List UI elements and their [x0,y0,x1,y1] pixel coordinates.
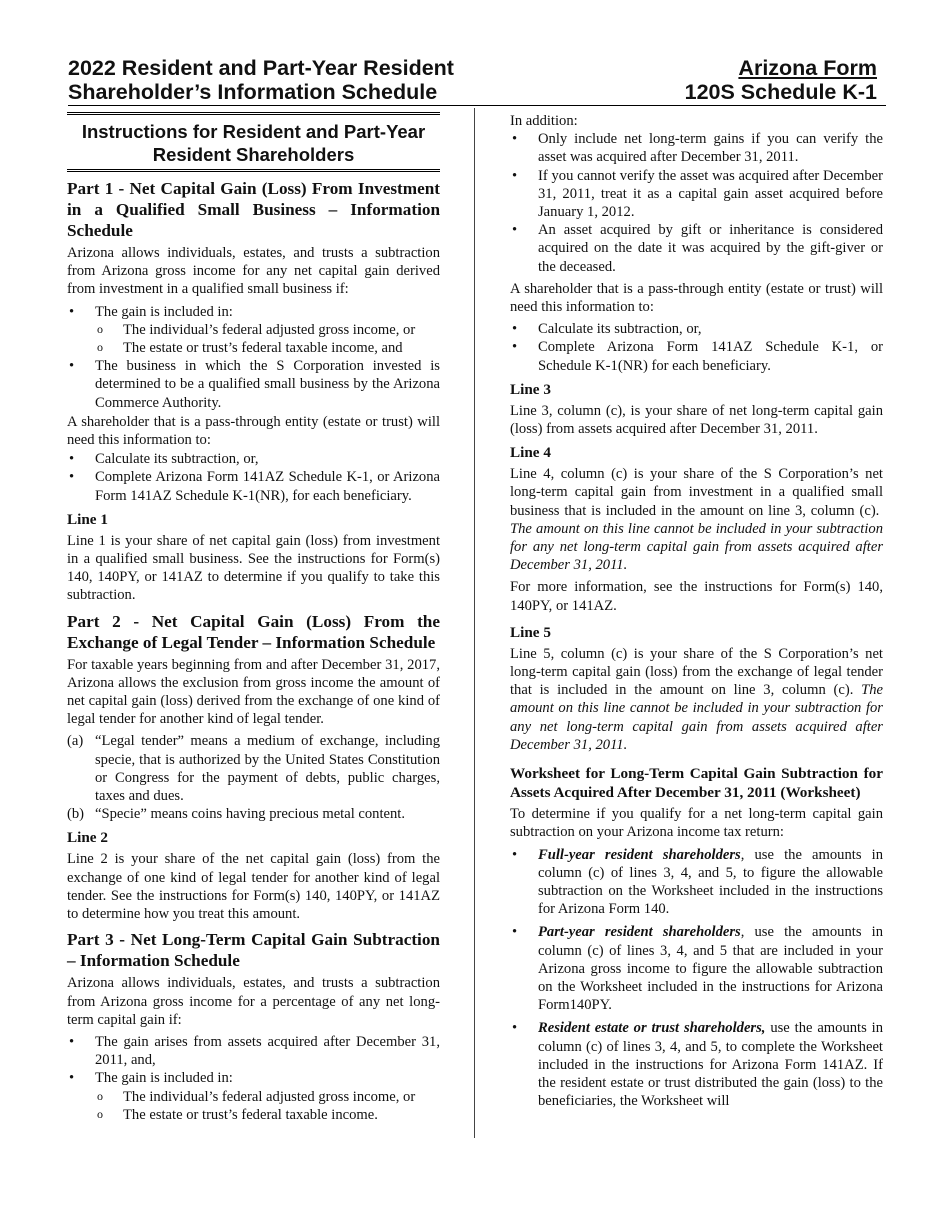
worksheet-list [510,846,883,1111]
line2-heading: Line 2 [67,829,108,847]
form-title-line2: Shareholder’s Information Schedule [68,80,438,104]
form-title [68,56,454,104]
line5-heading: Line 5 [510,623,551,641]
column-divider [474,108,475,1138]
list-item [510,923,883,1014]
list-item-text: The estate or trust’s federal taxable income, and [123,340,403,357]
part1-conditions [67,303,440,412]
list-item [67,468,440,504]
line4-heading: Line 4 [510,444,551,462]
list-item-text: The gain is included in: [95,303,233,320]
form-number [685,56,877,104]
list-item-text: use the amounts in column (c) of lines 3, 4, and 5, to complete the Worksheet included in the instructions for Arizona Form 141AZ. If the resident estate or trust distributed the gain (loss) to the beneficiaries, the Worksheet will [538,1020,883,1110]
form-title-line1: 2022 Resident and Part-Year Resident [68,56,454,80]
left-column [67,112,440,1128]
list-item-text: , use the amounts in column (c) of lines 3, 4, and 5, to figure the allowable subtraction on the Worksheet included in the instructions for Arizona Form 140. [538,846,883,918]
list-item [510,221,883,276]
definition-item [67,805,440,823]
part3-conditions [67,1033,440,1124]
part1-passthrough-list [67,450,440,505]
list-item-text: Only include net long-term gains if you can verify the asset was acquired after December 31, 2011. [538,131,883,166]
right-passthrough: A shareholder that is a pass-through entity (estate or trust) will need this information to: [510,280,883,316]
line1-text: Line 1 is your share of net capital gain (loss) from investment in a qualified small business. See the instructions for Form(s) 140, 140PY, or 141AZ to determine if you qualify to take this subtraction. [67,532,440,604]
form-number-line2: 120S Schedule K-1 [684,80,877,104]
list-item-text: The individual’s federal adjusted gross income, or [123,321,416,338]
worksheet-heading: Worksheet for Long-Term Capital Gain Subtraction for Assets Acquired After December 31, 2011 (Worksheet) [510,765,883,802]
list-item [510,320,883,338]
part2-intro: For taxable years beginning from and after December 31, 2017, Arizona allows the exclusion from gross income the amount of net capital gain (loss) derived from the exchange of one kind of legal tender for another kind of legal tender. [67,656,440,728]
list-item-lead: Resident estate or trust shareholders, [538,1020,766,1037]
list-item [67,1033,440,1069]
list-item-text: The estate or trust’s federal taxable income. [123,1106,378,1123]
list-item-text: Complete Arizona Form 141AZ Schedule K-1, or Arizona Form 141AZ Schedule K-1(NR), for each beneficiary. [95,469,440,504]
part1-heading: Part 1 - Net Capital Gain (Loss) From Investment in a Qualified Small Business – Information Schedule [67,179,440,240]
part2-heading: Part 2 - Net Capital Gain (Loss) From the Exchange of Legal Tender – Information Schedule [67,611,440,652]
list-item-lead: Full-year resident shareholders [538,846,741,863]
definition-marker: (b) [67,806,85,823]
line4-more-info: For more information, see the instructions for Form(s) 140, 140PY, or 141AZ. [510,579,883,614]
line5-note: The amount on this line cannot be included in your subtraction for any net long-term capital gain from assets acquired after December 31, 2011. [510,682,883,753]
list-item-text: An asset acquired by gift or inheritance is considered acquired on the date it was acquired by the gift-giver or the deceased. [538,222,883,275]
list-item-text: Calculate its subtraction, or, [95,451,259,468]
list-item-text: Complete Arizona Form 141AZ Schedule K-1, or Schedule K-1(NR) for each beneficiary. [538,339,883,374]
line4-body: Line 4, column (c) is your share of the S Corporation’s net long-term capital gain from investment in a qualified small business that is included in the amount on line 3, column (c). [510,466,883,519]
list-item-lead: Part-year resident shareholders [538,924,741,941]
line4-note: The amount on this line cannot be included in your subtraction for any net long-term capital gain from assets acquired after December 31, 2011. [510,520,883,574]
worksheet-intro: To determine if you qualify for a net long-term capital gain subtraction on your Arizona income tax return: [510,806,883,841]
list-item [67,303,440,321]
definition-marker: (a) [67,733,84,750]
list-item [67,1069,440,1087]
list-item-text: The business in which the S Corporation invested is determined to be a qualified small business by the Arizona Commerce Authority. [95,358,440,411]
part3-heading: Part 3 - Net Long-Term Capital Gain Subtraction – Information Schedule [67,930,440,971]
right-column [510,112,883,1114]
header-divider [68,105,886,106]
right-passthrough-list [510,320,883,375]
in-addition-list [510,130,883,276]
line5-body: Line 5, column (c) is your share of the S Corporation’s net long-term capital gain (loss) from the exchange of legal tender that is included in the amount on line 3, column (c). [510,645,883,699]
list-item-text: If you cannot verify the asset was acquired after December 31, 2011, treat it as a capital gain asset acquired before January 1, 2012. [538,167,883,221]
line1-heading: Line 1 [67,510,108,528]
list-item [510,846,883,919]
definition-item [67,732,440,805]
line5-text [510,645,883,754]
instructions-box-title: Instructions for Resident and Part-Year Resident Shareholders [67,112,440,172]
list-item [67,357,440,412]
in-addition-label: In addition: [510,113,578,129]
list-item [510,167,883,222]
sub-list-item [67,1106,440,1124]
list-item [510,130,883,166]
list-item-text: , use the amounts in column (c) of lines 3, 4, and 5 that are included in your Arizona gross income to figure the allowable subtraction on the Worksheet included in the instructions for Arizona Form140PY. [538,924,883,1014]
list-item-text: Calculate its subtraction, or, [538,321,702,338]
part1-passthrough: A shareholder that is a pass-through entity (estate or trust) will need this information to: [67,413,440,449]
part2-definitions [67,732,440,823]
part3-intro: Arizona allows individuals, estates, and trusts a subtraction from Arizona gross income for a percentage of any net long-term capital gain if: [67,975,440,1028]
list-item [67,450,440,468]
sub-list-item [67,1088,440,1106]
line3-text: Line 3, column (c), is your share of net long-term capital gain (loss) from assets acquired after December 31, 2011. [510,402,883,438]
line2-text: Line 2 is your share of the net capital gain (loss) from the exchange of one kind of legal tender for another kind of legal tender. See the instructions for Form(s) 140, 140PY, or 141AZ to determine how you treat this amount. [67,851,440,923]
list-item-text: The gain arises from assets acquired after December 31, 2011, and, [95,1033,440,1069]
definition-text: “Specie” means coins having precious metal content. [95,806,406,823]
form-number-line1: Arizona Form [738,56,877,80]
sub-list-item [67,321,440,339]
list-item-text: The gain is included in: [95,1070,233,1087]
list-item [510,1019,883,1110]
list-item [510,338,883,374]
sub-list-item [67,339,440,357]
line4-text [510,465,883,574]
part1-intro: Arizona allows individuals, estates, and trusts a subtraction from Arizona gross income for any net capital gain derived from investment in a qualified small business if: [67,245,440,298]
definition-text: “Legal tender” means a medium of exchange, including specie, that is authorized by the United States Constitution or Congress for the payment of debts, public charges, taxes and dues. [95,733,440,805]
line3-heading: Line 3 [510,380,551,398]
list-item-text: The individual’s federal adjusted gross income, or [123,1088,416,1105]
